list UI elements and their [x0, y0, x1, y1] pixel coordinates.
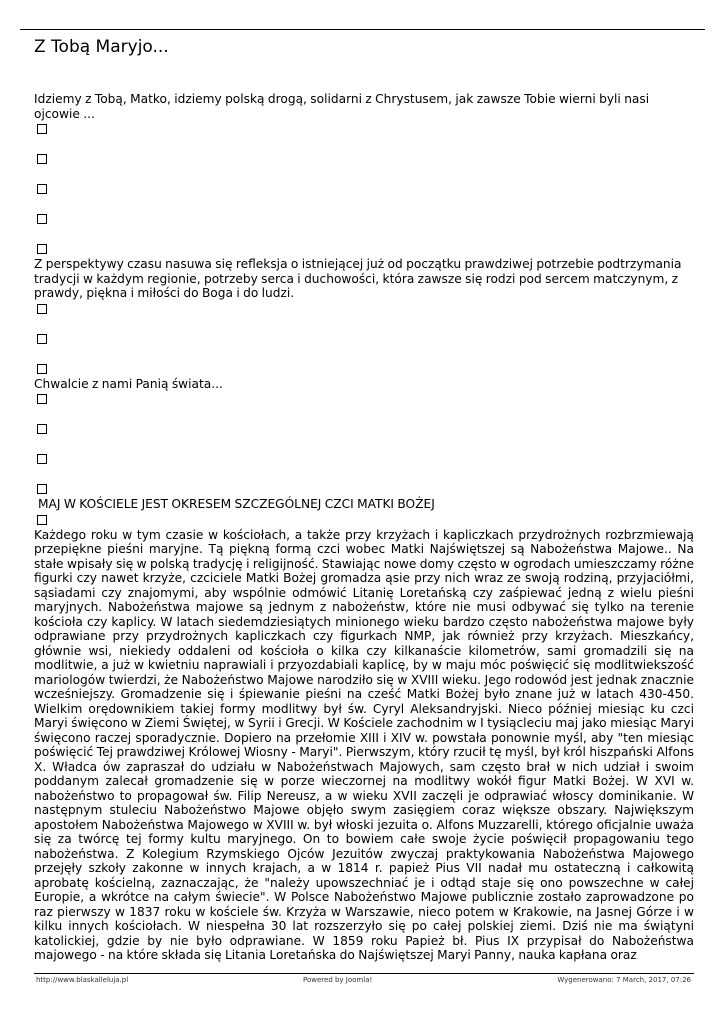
missing-image-icon: [37, 484, 47, 494]
page-title: Z Tobą Maryjo...: [34, 37, 169, 57]
reflection-paragraph: Z perspektywy czasu nasuwa się refleksja o istniejącej już od początku prawdziwej potrzebie podtrzymania tradycji w każdym regionie, potrzeby serca i duchowości, która zawsze się rodzi pod sercem matczynym, z prawdy, piękna i miłości do Boga i do ludzi.: [34, 257, 682, 300]
missing-image-icon: [37, 184, 47, 194]
missing-image-icon: [37, 304, 47, 314]
praise-line: Chwalcie z nami Panią świata...: [34, 376, 223, 391]
missing-image-icon: [37, 334, 47, 344]
article-content: [34, 92, 694, 963]
missing-image-icon: [37, 244, 47, 254]
missing-image-icon: [37, 515, 47, 525]
missing-image-icon: [37, 154, 47, 164]
missing-image-icon: [37, 364, 47, 374]
missing-image-icon: [37, 214, 47, 224]
missing-image-icon: [37, 454, 47, 464]
body-paragraph: Każdego roku w tym czasie w kościołach, a także przy krzyżach i kapliczkach przydrożnych rozbrzmiewają przepiękne pieśni maryjne. Tą piękną formą czci wobec Matki Najświętszej są Nabożeństwa Majowe.. Na stałe wpisały się w polską tradycję i religijność. Stawiając nowe domy często w ogrodach umieszczamy różne figurki czy nawet krzyże, czciciele Matki Bożej gromadza ąsie przy nich wraz ze swoją rodziną, przyjaciółmi, sąsiadami czy znajomymi, aby wspólnie odmówić Litanię Loretańską czy zaśpiewać jedną z wielu pieśni maryjnych. Nabożeństwa majowe są jednym z nabożeństw, które nie musi odbywać się tylko na terenie kościoła czy kaplicy. W latach siedemdziesiątych minionego wieku bardzo często nabożeństwa majowe były odprawiane przy przydrożnych kapliczkach czy figurkach NMP, jak również przy krzyżach. Mieszkańcy, głównie wsi, niekiedy oddaleni od kościoła o kilka czy kilkanaście kilometrów, sami gromadzili się na modlitwie, a już w kwietniu naprawiali i przyozdabiali kaplicę, by w maju móc poświęcić się modlitwiekszość mariologów twierdzi, że Nabożeństwo Majowe narodziło się w XVIII wieku. Jego rodowód jest jednak znacznie wcześniejszy. Gromadzenie się i śpiewanie pieśni na cześć Matki Bożej było znane już w latach 430-450. Wielkim orędownikiem takiej formy modlitwy był św. Cyryl Aleksandryjski. Nieco później miesiąc ku czci Maryi święcono w Ziemi Świętej, w Syrii i Grecji. W Kościele zachodnim w I tysiącleciu maj jako miesiąc Maryi święcono raczej sporadycznie. Dopiero na przełomie XIII i XIV w. powstała ponownie myśl, aby "ten miesiąc poświęcić Tej prawdziwej Królowej Wiosny - Maryi". Pierwszym, który rzucił tę myśl, był król hiszpański Alfons X. Władca ów zapraszał do udziału w Nabożeństwach Majowych, sam często brał w nich udział i swoim poddanym zalecał gromadzenie się w porze wieczornej na modlitwy wokół figur Matki Bożej. W XVI w. nabożeństwo to propagował św. Filip Nereusz, a w wieku XVII zaczęli je odprawiać włoscy dominikanie. W następnym stuleciu Nabożeństwo Majowe objęło swym zasięgiem coraz większe obszary. Największym apostołem Nabożeństwa Majowego w XVIII w. był włoski jezuita o. Alfons Muzzarelli, którego oficjalnie uważa się za twórcę tej formy kultu maryjnego. On to bowiem całe swoje życie poświęcił propagowaniu tego nabożeństwa. Z Kolegium Rzymskiego Ojców Jezuitów zwyczaj praktykowania Nabożeństwa Majowego przejęły szkoły zakonne w innych krajach, a w 1814 r. papież Pius VII nadał mu ostateczną i całkowitą aprobatę kościelną, zaznaczając, że "należy upowszechniać je i odtąd staje się ono powszechne w całej Europie, a wkrótce na całym świecie". W Polsce Nabożeństwo Majowe publicznie zostało zaprowadzone po raz pierwszy w 1837 roku w kościele św. Krzyża w Warszawie, nieco potem w Krakowie, na Jasnej Górze i w kilku innych kościołach. W niespełna 30 lat rozszerzyło się po całej polskiej ziemi. Dziś nie ma świątyni katolickiej, gdzie by nie było odprawiane. W 1859 roku Papież bł. Pius IX przypisał do Nabożeństwa majowego - na które składa się Litania Loretańska do Najświętszej Maryi Panny, nauka kapłana oraz: [34, 527, 694, 962]
footer-site-url[interactable]: http://www.blaskalleluja.pl: [36, 976, 129, 984]
footer-powered-by[interactable]: Powered by Joomla!: [303, 976, 373, 984]
footer-divider: [34, 973, 694, 974]
missing-image-icon: [37, 424, 47, 434]
footer-generated-date: Wygenerowano: 7 March, 2017, 07:26: [557, 976, 691, 984]
section-heading: MAJ W KOŚCIELE JEST OKRESEM SZCZEGÓLNEJ CZCI MATKI BOŻEJ: [38, 497, 435, 511]
intro-paragraph: Idziemy z Tobą, Matko, idziemy polską drogą, solidarni z Chrystusem, jak zawsze Tobie wierni byli nasi ojcowie ...: [34, 92, 650, 121]
missing-image-icon: [37, 124, 47, 134]
missing-image-icon: [37, 394, 47, 404]
top-divider: [20, 29, 705, 30]
